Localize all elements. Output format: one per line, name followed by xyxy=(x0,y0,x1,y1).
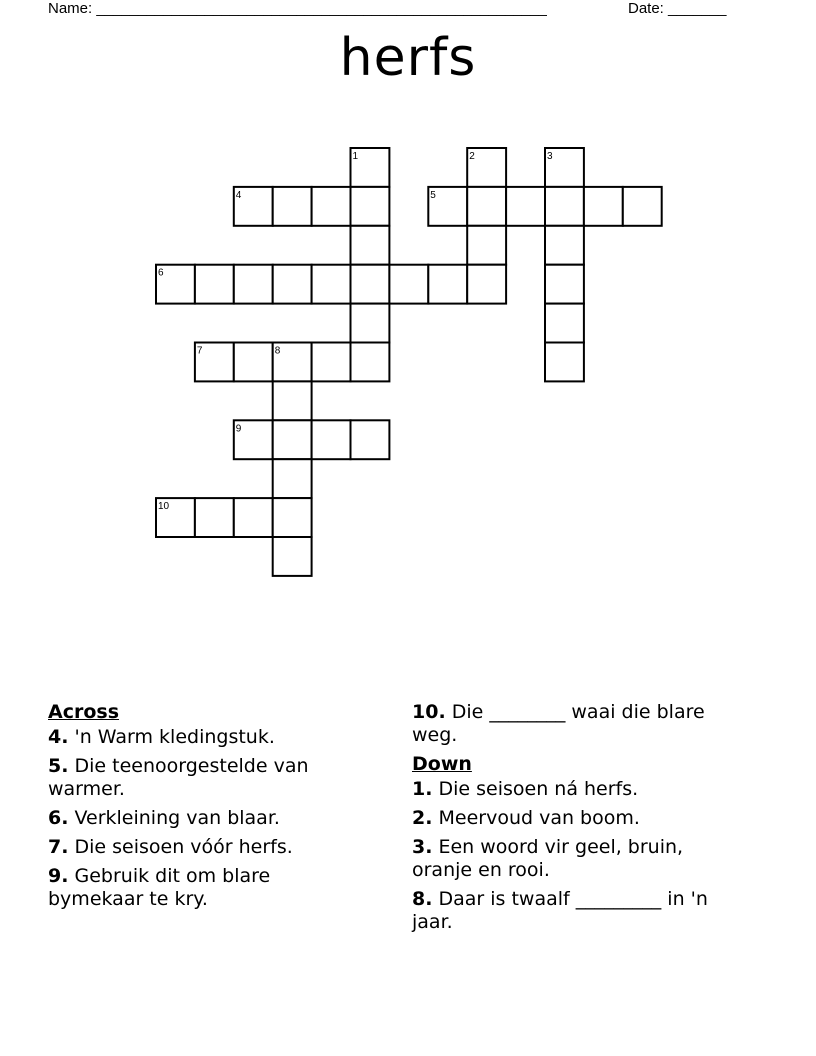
clue-number: 5. xyxy=(48,755,69,777)
date-label: Date: _______ xyxy=(628,0,727,17)
grid-cell[interactable] xyxy=(584,187,623,226)
grid-cell[interactable] xyxy=(545,226,584,265)
clue-text: Die teenoorgestelde van warmer. xyxy=(48,755,309,800)
clue-number: 9. xyxy=(48,865,69,887)
across-clue xyxy=(48,865,368,911)
clue-number-label: 8 xyxy=(274,345,281,357)
across-clue-list-continued xyxy=(412,701,732,747)
grid-cell[interactable] xyxy=(545,265,584,304)
grid-cell[interactable] xyxy=(351,226,390,265)
grid-cell[interactable] xyxy=(273,381,312,420)
grid-cell[interactable] xyxy=(351,420,390,459)
clue-number-label: 3 xyxy=(547,151,553,162)
clue-number-label: 5 xyxy=(430,189,436,201)
clue-number: 6. xyxy=(48,807,69,829)
grid-cell[interactable] xyxy=(467,265,506,304)
clue-number-label: 7 xyxy=(196,345,203,357)
clues-right-column xyxy=(412,701,732,940)
grid-cell[interactable] xyxy=(273,265,312,304)
clue-text: Gebruik dit om blare bymekaar te kry. xyxy=(48,865,271,910)
clue-text: Een woord vir geel, bruin, oranje en rooi. xyxy=(412,836,684,881)
grid-cell[interactable] xyxy=(545,304,584,343)
clue-number: 3. xyxy=(412,836,433,858)
across-heading: Across xyxy=(48,701,120,723)
grid-cell[interactable] xyxy=(312,343,351,382)
clue-number: 7. xyxy=(48,836,69,858)
clue-number-label: 2 xyxy=(469,151,475,162)
grid-cell[interactable] xyxy=(351,343,390,382)
grid-cell[interactable] xyxy=(273,498,312,537)
grid-cell[interactable] xyxy=(273,187,312,226)
grid-cell[interactable] xyxy=(545,187,584,226)
clue-text: Daar is twaalf _________ in 'n jaar. xyxy=(412,888,708,933)
grid-cell[interactable] xyxy=(273,537,312,576)
grid-cell[interactable] xyxy=(467,226,506,265)
clue-number: 2. xyxy=(412,807,433,829)
clue-text: Die ________ waai die blare weg. xyxy=(412,701,705,746)
grid-cell[interactable] xyxy=(273,420,312,459)
grid-cell[interactable] xyxy=(312,265,351,304)
down-heading: Down xyxy=(412,753,472,775)
grid-cell[interactable] xyxy=(273,459,312,498)
grid-cell[interactable] xyxy=(467,187,506,226)
grid-cell[interactable] xyxy=(351,187,390,226)
grid-cell[interactable] xyxy=(351,265,390,304)
down-clue xyxy=(412,778,732,801)
grid-cell[interactable] xyxy=(506,187,545,226)
clue-number-label: 10 xyxy=(158,501,170,513)
grid-cell[interactable] xyxy=(312,420,351,459)
across-clue xyxy=(48,807,368,830)
down-clue-list xyxy=(412,778,732,934)
across-clue-list xyxy=(48,726,368,911)
down-clue xyxy=(412,807,732,830)
clue-number-label: 6 xyxy=(158,267,164,279)
clue-number-label: 9 xyxy=(235,423,242,435)
grid-cell[interactable] xyxy=(623,187,662,226)
across-clue xyxy=(412,701,732,747)
clues-left-column xyxy=(48,701,368,917)
down-clue xyxy=(412,836,732,882)
clue-number: 4. xyxy=(48,726,69,748)
across-clue xyxy=(48,726,368,749)
clue-text: Die seisoen ná herfs. xyxy=(432,778,639,800)
grid-cell[interactable] xyxy=(195,265,234,304)
grid-cell[interactable] xyxy=(234,343,273,382)
clue-text: Meervoud van boom. xyxy=(432,807,640,829)
down-clue xyxy=(412,888,732,934)
clue-number-label: 1 xyxy=(352,151,359,162)
across-clue xyxy=(48,755,368,801)
grid-cell[interactable] xyxy=(234,498,273,537)
across-clue xyxy=(48,836,368,859)
clue-text: Verkleining van blaar. xyxy=(68,807,280,829)
grid-cell[interactable] xyxy=(389,265,428,304)
clue-text: Die seisoen vóór herfs. xyxy=(68,836,293,858)
grid-cell[interactable] xyxy=(428,265,467,304)
page-title: herfs xyxy=(339,28,477,88)
grid-cell[interactable] xyxy=(312,187,351,226)
clue-number: 10. xyxy=(412,701,446,723)
clue-number-label: 4 xyxy=(235,189,242,201)
grid-cell[interactable] xyxy=(545,343,584,382)
clue-text: 'n Warm kledingstuk. xyxy=(68,726,275,748)
grid-cell[interactable] xyxy=(234,265,273,304)
clue-number: 8. xyxy=(412,888,433,910)
name-label: Name: ______________________________________________________ xyxy=(48,0,547,17)
grid-cell[interactable] xyxy=(195,498,234,537)
grid-cell[interactable] xyxy=(351,304,390,343)
clue-number: 1. xyxy=(412,778,433,800)
